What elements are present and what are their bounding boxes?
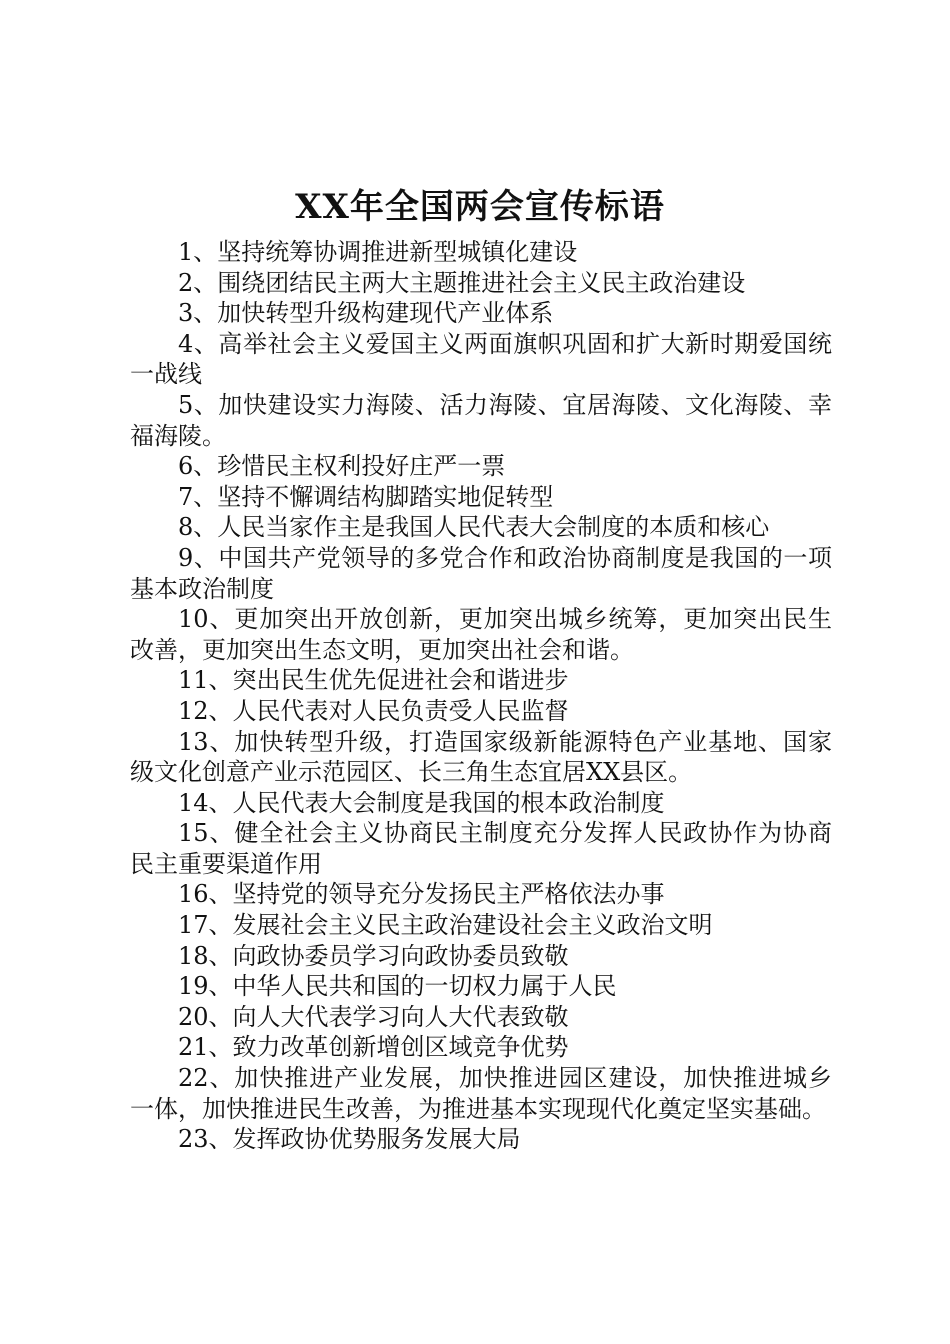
slogan-item: 9、中国共产党领导的多党合作和政治协商制度是我国的一项基本政治制度: [130, 543, 832, 603]
slogan-item: 14、人民代表大会制度是我国的根本政治制度: [178, 788, 665, 817]
document-title: XX年全国两会宣传标语: [295, 187, 665, 227]
slogan-item: 20、向人大代表学习向人大代表致敬: [178, 1002, 569, 1031]
slogan-item: 19、中华人民共和国的一切权力属于人民: [178, 972, 617, 1001]
slogan-item: 2、围绕团结民主两大主题推进社会主义民主政治建设: [178, 268, 746, 297]
slogan-item: 8、人民当家作主是我国人民代表大会制度的本质和核心: [178, 513, 770, 542]
slogan-item: 1、坚持统筹协调推进新型城镇化建设: [178, 238, 578, 266]
slogan-item: 10、更加突出开放创新，更加突出城乡统筹，更加突出民生改善，更加突出生态文明，更加突出社会和谐。: [130, 605, 832, 664]
slogan-list: [130, 237, 832, 1155]
slogan-item: 21、致力改革创新增创区域竞争优势: [178, 1033, 569, 1062]
slogan-item: 22、加快推进产业发展，加快推进园区建设，加快推进城乡一体，加快推进民生改善，为推进基本实现现代化奠定坚实基础。: [130, 1064, 832, 1123]
slogan-item: 3、加快转型升级构建现代产业体系: [178, 299, 554, 328]
slogan-item: 15、健全社会主义协商民主制度充分发挥人民政协作为协商民主重要渠道作用: [130, 819, 832, 878]
slogan-item: 12、人民代表对人民负责受人民监督: [178, 696, 569, 725]
slogan-item: 16、坚持党的领导充分发扬民主严格依法办事: [178, 880, 665, 909]
slogan-item: 7、坚持不懈调结构脚踏实地促转型: [178, 482, 554, 511]
slogan-item: 5、加快建设实力海陵、活力海陵、宜居海陵、文化海陵、幸福海陵。: [130, 390, 832, 450]
slogan-item: 4、高举社会主义爱国主义两面旗帜巩固和扩大新时期爱国统一战线: [130, 329, 832, 389]
slogan-item: 23、发挥政协优势服务发展大局: [178, 1125, 521, 1154]
slogan-item: 6、珍惜民主权利投好庄严一票: [178, 452, 506, 481]
slogan-item: 17、发展社会主义民主政治建设社会主义政治文明: [178, 911, 713, 940]
slogan-item: 11、突出民生优先促进社会和谐进步: [178, 666, 569, 695]
slogan-item: 18、向政协委员学习向政协委员致敬: [178, 941, 569, 970]
slogan-item: 13、加快转型升级，打造国家级新能源特色产业基地、国家级文化创意产业示范园区、长三角生态宜居XX县区。: [130, 727, 832, 787]
